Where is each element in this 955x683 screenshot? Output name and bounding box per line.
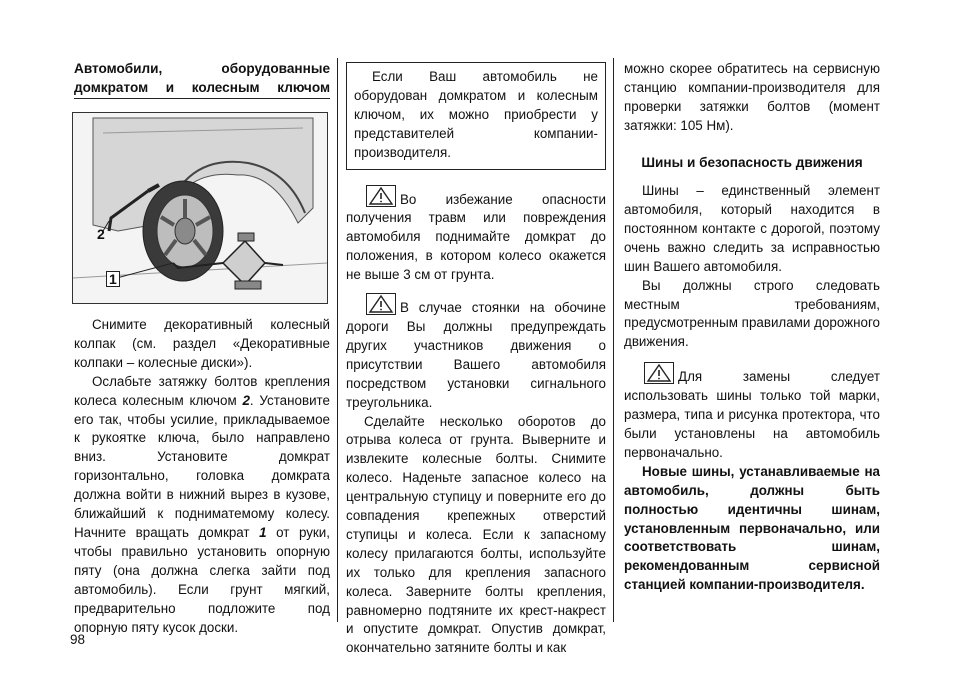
info-box (346, 62, 606, 170)
callout-1: 1 (106, 271, 120, 287)
warning-text-2 (346, 293, 606, 412)
wheel-jack-illustration (72, 112, 328, 304)
column-divider-2 (613, 58, 614, 622)
bold-note (624, 463, 880, 595)
warning-block-1 (346, 185, 606, 286)
ref-wrench: 2 (242, 392, 250, 408)
warning-text-1 (346, 185, 606, 286)
text-run: Ослабьте затяжку болтов крепления колеса колесным ключом (74, 373, 330, 408)
paragraph-new-tyres: Новые шины, устанавливаемые на автомобиль, должны быть полностью идентичны шинам, установленным первоначально, или соответствовать шинам, рекомендованным сервисной станцией компании-производителя. (624, 463, 880, 593)
paragraph-local-rules: Вы должны строго следовать местным требованиям, предусмотренным правилами дорожного движения. (624, 277, 880, 350)
warning-triangle-icon (366, 293, 396, 315)
ref-jack: 1 (259, 524, 267, 540)
text-run: Для замены следует использовать шины только той марки, размера, типа и рисунка протектора, что были установлены на автомобиль первоначально. (624, 369, 880, 460)
column-divider-1 (337, 58, 338, 622)
warning-triangle-icon (644, 362, 674, 384)
paragraph-loosen-bolts (74, 373, 330, 638)
heading-underline (74, 98, 330, 99)
callout-2: 2 (97, 226, 105, 242)
section-heading-jack: Автомобили, оборудованные домкратом и колесным ключом (74, 61, 330, 95)
paragraph-service-station: можно скорее обратитесь на сервисную станцию компании-производителя для проверки затяжки болтов (момент затяжки: 105 Нм). (624, 61, 880, 133)
text-run: от руки, чтобы правильно установить опорную пяту (она должна слегка зайти под автомобиль). Если грунт мягкий, предварительно подложите под опорную пяту кусок доски. (74, 524, 330, 635)
paragraph-remove-cap: Снимите декоративный колесный колпак (см. раздел «Декоративные колпаки – колесные диски»). (74, 317, 330, 370)
info-box-text: Если Ваш автомобиль не оборудован домкратом и колесным ключом, их можно приобрести у представителей компании-производителя. (354, 69, 598, 160)
column-2 (346, 60, 606, 658)
text-run: В случае стоянки на обочине дороги Вы должны предупреждать других участников движения о присутствии Вашего автомобиля посредством установки сигнального треугольника. (346, 300, 606, 410)
paragraph-replace-wheel: Сделайте несколько оборотов до отрыва колеса от грунта. Выверните и извлеките колесные болты. Снимите колесо. Наденьте запасное колесо на центральную ступицу и поверните его до совпадения крепежных отверстий ступицы и колеса. Если к запасному колесу прилагаются болты, используйте их только для крепления запасного колеса. Заверните болты крепления, равномерно подтяните их крест-накрест и опустите домкрат. Опустив домкрат, окончательно затяните болты и как (346, 413, 606, 656)
text-run: . Установите его так, чтобы усилие, прикладываемое к рукоятке ключа, было направлено вниз. Установите домкрат горизонтально, головка домкрата должна войти в нижний вырез в кузове, ближайший к подниматемому колесу. Начните вращать домкрат (74, 392, 330, 540)
column-1 (74, 60, 330, 637)
section-heading-tyres: Шины и безопасность движения (641, 154, 863, 170)
column-1-body (74, 316, 330, 637)
text-run: Во избежание опасности получения травм или повреждения автомобиля поднимайте домкрат до положения, в котором колесо окажется не выше 3 см от грунта. (346, 191, 606, 283)
page-number: 98 (70, 632, 86, 647)
paragraph-tyres-contact: Шины – единственный элемент автомобиля, который находится в постоянном контакте с дорогой, поэтому очень важно следить за исправностью шин Вашего автомобиля. (624, 183, 880, 274)
warning-text-3 (624, 362, 880, 463)
warning-block-3 (624, 362, 880, 463)
warning-block-2 (346, 293, 606, 412)
column-3 (624, 60, 880, 595)
warning-triangle-icon (366, 185, 396, 207)
